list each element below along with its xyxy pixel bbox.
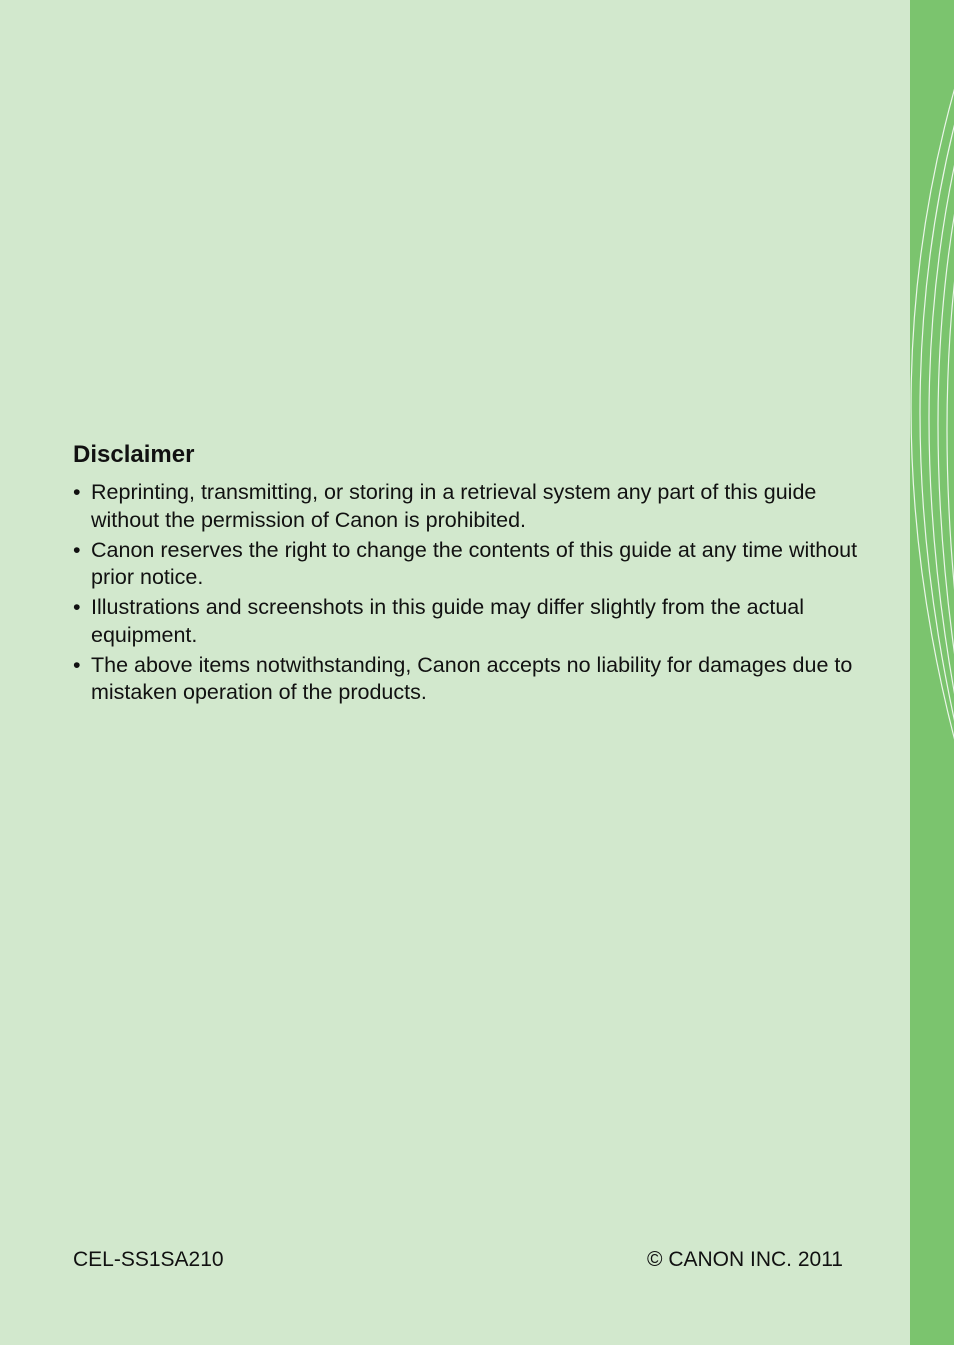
list-item — [73, 479, 863, 534]
list-item — [73, 537, 863, 592]
list-item-text: Reprinting, transmitting, or storing in a retrieval system any part of this guide without the permission of Canon is prohibited. — [91, 480, 817, 532]
bullet-icon: • — [73, 595, 81, 619]
list-item-text: Illustrations and screenshots in this guide may differ slightly from the actual equipment. — [91, 595, 805, 647]
bullet-icon: • — [73, 537, 81, 562]
disclaimer-title: Disclaimer — [73, 441, 195, 468]
list-item — [73, 594, 863, 649]
copyright-notice: © CANON INC. 2011 — [647, 1248, 843, 1271]
bullet-icon: • — [73, 652, 81, 677]
list-item-text: The above items notwithstanding, Canon accepts no liability for damages due to mistaken operation of the products. — [91, 652, 853, 704]
decorative-curve-lines — [870, 0, 954, 1345]
bullet-icon: • — [73, 480, 81, 504]
disclaimer-section — [73, 439, 863, 709]
disclaimer-list — [73, 479, 863, 707]
document-code: CEL-SS1SA210 — [73, 1248, 224, 1271]
list-item — [73, 652, 863, 707]
list-item-text: Canon reserves the right to change the contents of this guide at any time without prior notice. — [91, 537, 858, 589]
